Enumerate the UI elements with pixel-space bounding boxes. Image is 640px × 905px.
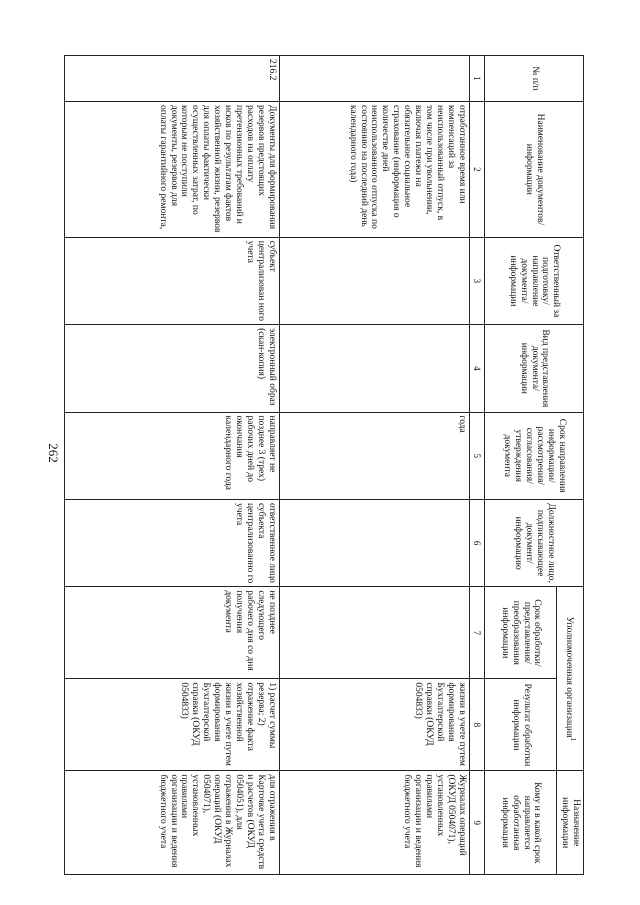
row-1-number (279, 56, 469, 102)
column-number-8: 8 (469, 679, 484, 771)
header-number: № п/п (485, 56, 584, 102)
header-group-destination: Назначение информации (557, 771, 584, 875)
header-responsible: Ответственный за подготовку/ направление документа/ информации (485, 237, 584, 324)
row-2-processing-deadline: не позднее следующего рабочего дня со дня получения документа (65, 587, 280, 679)
row-2-responsible: субъект централизован ного учета (65, 237, 280, 324)
row-1-document-name: отработанное время или компенсаций за неиспользованный отпуск, в том числе при увольнении, включая платежи на обязательное социальное страхование (информация о количестве дней неиспользованного отпуска по состоянию на последний день календарного года) (279, 102, 469, 238)
table-container (64, 55, 584, 875)
row-1-recipient: Журналах операций (ОКУД 0504071), установленных правилами организации и ведения бюджетного учета (279, 771, 469, 875)
page-number: 262 (45, 443, 61, 463)
row-2-representation-type: электронный образ (скан-копия) (65, 325, 280, 412)
header-group-organization-footnote: 1 (569, 737, 578, 742)
row-2-processing-result: 1) расчет суммы резерва; 2) отражение факта хозяйственной жизни в учете путем формирования Бухгалтерской справки (ОКУД 0504833) (65, 679, 280, 771)
header-recipient: Кому и в какой срок направляется обработанная информация (485, 771, 557, 875)
header-signing-official: Должностное лицо, подписывающее документ/ информацию (485, 499, 584, 586)
row-1-processing-result: жизни в учете путем формирования Бухгалтерской справки (ОКУД 0504833) (279, 679, 469, 771)
header-processing-deadline: Срок обработки/ представления/ преобразования информации (485, 587, 557, 679)
table-row (65, 56, 280, 875)
row-1-processing-deadline (279, 587, 469, 679)
row-2-recipient: для отражения в Карточке учета средств и расчетов (ОКУД 0504051), для отражения в Журналах операций (ОКУД 0504071), установленных правилами организации и ведения бюджетного учета (65, 771, 280, 875)
header-processing-result: Результат обработки информации (485, 679, 557, 771)
column-number-1: 1 (469, 56, 484, 102)
header-group-organization-label: Уполномоченная организация (563, 616, 574, 738)
column-number-4: 4 (469, 325, 484, 412)
column-number-5: 5 (469, 412, 484, 499)
column-number-9: 9 (469, 771, 484, 875)
header-deadline: Срок направления информации/ рассмотрения/ согласования/ утверждения документа (485, 412, 584, 499)
row-1-deadline: года (279, 412, 469, 499)
row-1-representation-type (279, 325, 469, 412)
column-number-3: 3 (469, 237, 484, 324)
row-2-document-name: Документы для формирования резервов предстоящих расходов на оплату претензионных требований и исков по результатам фактов хозяйственной жизни, резервов для оплаты фактически осуществленных затрат, по которым не поступили документы, резервов для оплаты гарантийного ремонта, (65, 102, 280, 238)
header-group-organization (557, 587, 584, 771)
row-2-deadline: направляет не позднее 3 (трех) рабочих дней до окончания календарного года (65, 412, 280, 499)
row-2-number: 216.2 (65, 56, 280, 102)
row-1-responsible (279, 237, 469, 324)
column-number-2: 2 (469, 102, 484, 238)
table-row (279, 56, 469, 875)
column-number-7: 7 (469, 587, 484, 679)
header-document-name: Наименование документов/ информации (485, 102, 584, 238)
row-2-signing-official: ответственное лицо субъекта централизованно го учета (65, 499, 280, 586)
column-number-6: 6 (469, 499, 484, 586)
header-representation-type: Вид представления документа/ информации (485, 325, 584, 412)
row-1-signing-official (279, 499, 469, 586)
document-table (64, 55, 584, 875)
